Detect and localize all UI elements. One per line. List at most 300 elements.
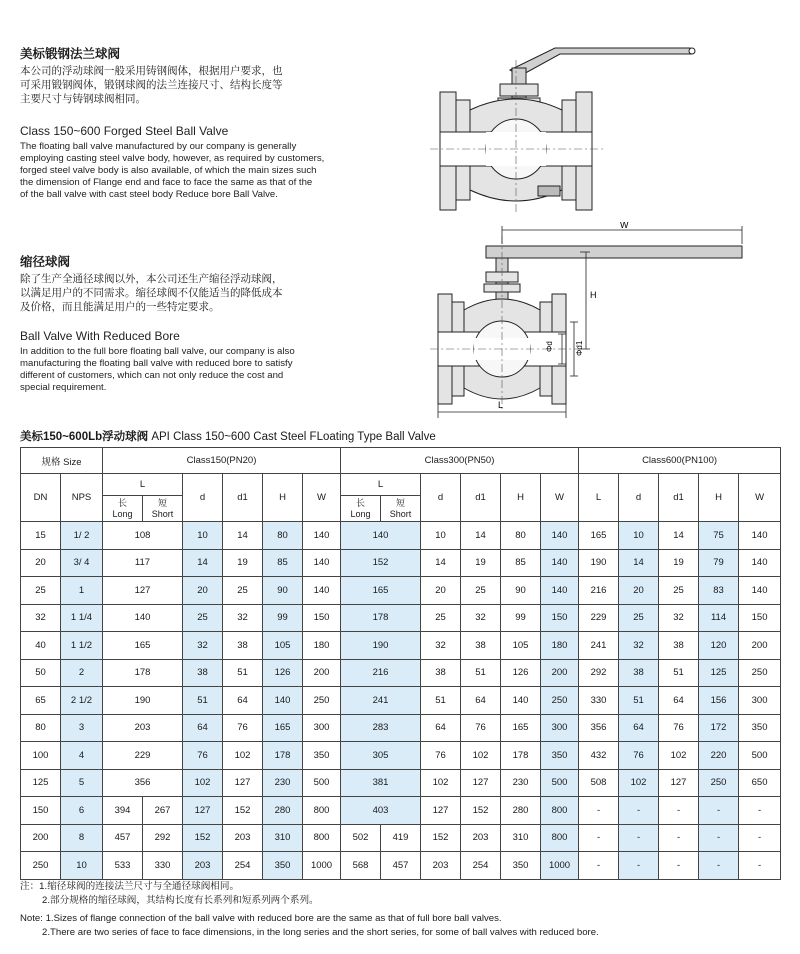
table-cell: 114 [699, 604, 739, 632]
header-h-300: H [501, 474, 541, 522]
section1-title-en: Class 150~600 Forged Steel Ball Valve [20, 124, 229, 138]
table-row [21, 659, 781, 687]
table-cell: 350 [501, 852, 541, 880]
table-cell: 190 [103, 687, 183, 715]
table-cell: 140 [541, 549, 579, 577]
table-cell: 150 [541, 604, 579, 632]
header-w-150: W [303, 474, 341, 522]
table-cell: 178 [341, 604, 421, 632]
table-cell: 14 [223, 522, 263, 550]
table-cell: 500 [541, 769, 579, 797]
table-cell: 178 [103, 659, 183, 687]
table-row [21, 769, 781, 797]
table-row [21, 824, 781, 852]
table-cell: 14 [659, 522, 699, 550]
table-cell: 140 [739, 522, 781, 550]
table-cell: 102 [461, 742, 501, 770]
header-h-150: H [263, 474, 303, 522]
header-l-600: L [579, 474, 619, 522]
section2-body-en-line: special requirement. [20, 382, 107, 393]
table-cell: 254 [223, 852, 263, 880]
table-cell: 126 [501, 659, 541, 687]
header-w-600: W [739, 474, 781, 522]
table-row [21, 604, 781, 632]
table-cell: 14 [421, 549, 461, 577]
table-cell: 76 [659, 714, 699, 742]
table-cell: 152 [421, 824, 461, 852]
table-cell: 203 [223, 824, 263, 852]
table-cell: 120 [699, 632, 739, 660]
section1-body-cn-line: 本公司的浮动球阀一般采用铸钢阀体，根据用户要求，也 [20, 65, 283, 77]
table-cell: 150 [21, 797, 61, 825]
table-cell: 203 [421, 852, 461, 880]
table-cell: 51 [461, 659, 501, 687]
table-cell: 350 [541, 742, 579, 770]
table-cell: 76 [461, 714, 501, 742]
table-cell: 83 [699, 577, 739, 605]
table-cell: 20 [421, 577, 461, 605]
table-cell: 230 [263, 769, 303, 797]
table-cell: 229 [103, 742, 183, 770]
table-cell: 19 [223, 549, 263, 577]
table-cell: 38 [183, 659, 223, 687]
table-cell: - [699, 852, 739, 880]
table-cell: 38 [461, 632, 501, 660]
table-cell: 32 [461, 604, 501, 632]
table-cell: 5 [61, 769, 103, 797]
header-h-600: H [699, 474, 739, 522]
section-forged-steel [20, 46, 350, 201]
table-cell: 300 [739, 687, 781, 715]
table-cell: 25 [461, 577, 501, 605]
table-cell: 127 [103, 577, 183, 605]
section1-body-en [20, 141, 350, 201]
table-cell: 178 [501, 742, 541, 770]
table-cell: 64 [421, 714, 461, 742]
table-cell: 140 [341, 522, 421, 550]
header-w-300: W [541, 474, 579, 522]
table-cell: 165 [263, 714, 303, 742]
table-cell: 1000 [303, 852, 341, 880]
table-row [21, 714, 781, 742]
header-l-300: L [341, 474, 421, 496]
table-cell: 457 [381, 852, 421, 880]
table-cell: 105 [263, 632, 303, 660]
header-long-150 [103, 496, 143, 522]
table-cell: 1/ 2 [61, 522, 103, 550]
table-cell: 51 [421, 687, 461, 715]
table-caption-cn: 美标150~600Lb浮动球阀 [20, 431, 149, 443]
table-cell: 32 [421, 632, 461, 660]
table-cell: 250 [739, 659, 781, 687]
table-cell: 356 [103, 769, 183, 797]
table-cell: 15 [21, 522, 61, 550]
table-cell: 102 [421, 769, 461, 797]
table-cell: 2 [61, 659, 103, 687]
short-cn: 短 [157, 497, 167, 508]
section1-body-cn-line: 可采用锻钢阀体，锻钢球阀的法兰连接尺寸、结构长度等 [20, 79, 283, 91]
section2-body-cn-line: 以满足用户的不同需求。缩径球阀不仅能适当的降低成本 [20, 287, 283, 299]
table-cell: 310 [263, 824, 303, 852]
section2-body-cn-line: 除了生产全通径球阀以外，本公司还生产缩径浮动球阀， [20, 273, 283, 285]
table-cell: 99 [263, 604, 303, 632]
table-cell: - [579, 852, 619, 880]
dim-label-l: L [498, 400, 504, 410]
table-cell: 102 [183, 769, 223, 797]
table-cell: 76 [223, 714, 263, 742]
header-d-300: d [421, 474, 461, 522]
table-cell: 127 [183, 797, 223, 825]
table-cell: 203 [461, 824, 501, 852]
table-cell: 10 [421, 522, 461, 550]
table-cell: 64 [659, 687, 699, 715]
table-cell: 102 [619, 769, 659, 797]
table-cell: 64 [461, 687, 501, 715]
short-en: Short [389, 508, 412, 519]
table-cell: 32 [659, 604, 699, 632]
header-class150: Class150(PN20) [103, 448, 341, 474]
table-cell: 568 [341, 852, 381, 880]
header-class600: Class600(PN100) [579, 448, 781, 474]
table-cell: 38 [659, 632, 699, 660]
table-cell: 79 [699, 549, 739, 577]
table-cell: 800 [541, 824, 579, 852]
table-cell: 190 [579, 549, 619, 577]
table-cell: 140 [303, 549, 341, 577]
table-cell: 165 [103, 632, 183, 660]
table-cell: 800 [303, 824, 341, 852]
table-cell: 1 [61, 577, 103, 605]
table-cell: 1 1/2 [61, 632, 103, 660]
table-cell: 19 [659, 549, 699, 577]
table-cell: 127 [659, 769, 699, 797]
section1-body-cn [20, 64, 350, 106]
table-cell: 10 [183, 522, 223, 550]
table-cell: 32 [183, 632, 223, 660]
table-row [21, 632, 781, 660]
table-cell: - [659, 797, 699, 825]
table-cell: 502 [341, 824, 381, 852]
table-cell: 300 [303, 714, 341, 742]
table-cell: 14 [461, 522, 501, 550]
table-cell: 25 [619, 604, 659, 632]
table-caption-en: API Class 150~600 Cast Steel FLoating Type Ball Valve [151, 431, 436, 443]
table-cell: 50 [21, 659, 61, 687]
short-en: Short [151, 508, 174, 519]
table-cell: 32 [223, 604, 263, 632]
section1-body-en-line: employing casting steel valve body, however, as required by customers, [20, 153, 325, 164]
table-cell: 117 [103, 549, 183, 577]
table-cell: 6 [61, 797, 103, 825]
table-cell: 127 [223, 769, 263, 797]
section2-title-cn: 缩径球阀 [20, 255, 71, 269]
table-cell: 280 [263, 797, 303, 825]
table-cell: 1000 [541, 852, 579, 880]
table-cell: 394 [103, 797, 143, 825]
table-cell: 99 [501, 604, 541, 632]
table-cell: 250 [541, 687, 579, 715]
table-cell: 330 [143, 852, 183, 880]
table-cell: 403 [341, 797, 421, 825]
table-cell: 90 [501, 577, 541, 605]
table-cell: 500 [739, 742, 781, 770]
table-cell: 310 [501, 824, 541, 852]
table-cell: 305 [341, 742, 421, 770]
table-cell: 51 [183, 687, 223, 715]
long-cn: 长 [117, 497, 127, 508]
table-cell: 125 [21, 769, 61, 797]
note-cn-2: 2.部分规格的缩径球阀，其结构长度有长系列和短系列两个系列。 [42, 895, 319, 906]
dim-label-h: H [590, 290, 597, 300]
table-cell: 381 [341, 769, 421, 797]
header-d1-300: d1 [461, 474, 501, 522]
table-cell: 508 [579, 769, 619, 797]
table-row [21, 797, 781, 825]
note-en-2: 2.There are two series of face to face dimensions, in the long series and the short series, for some of ball valves with reduced bore. [42, 927, 599, 938]
table-cell: 20 [21, 549, 61, 577]
table-cell: 140 [103, 604, 183, 632]
table-cell: 4 [61, 742, 103, 770]
table-cell: 80 [263, 522, 303, 550]
forged-valve-drawing [430, 40, 720, 215]
table-cell: 38 [421, 659, 461, 687]
table-cell: 20 [619, 577, 659, 605]
table-cell: 350 [303, 742, 341, 770]
long-cn: 长 [356, 497, 366, 508]
table-cell: 419 [381, 824, 421, 852]
table-cell: 216 [341, 659, 421, 687]
header-short-150 [143, 496, 183, 522]
table-cell: 250 [303, 687, 341, 715]
table-cell: 126 [263, 659, 303, 687]
table-cell: 3 [61, 714, 103, 742]
table-cell: 65 [21, 687, 61, 715]
table-cell: - [619, 824, 659, 852]
section2-body-en-line: different of customers, which can not only reduce the cost and [20, 370, 284, 381]
table-cell: 280 [501, 797, 541, 825]
table-cell: 230 [501, 769, 541, 797]
table-cell: 25 [223, 577, 263, 605]
table-cell: 76 [183, 742, 223, 770]
table-cell: 180 [303, 632, 341, 660]
note-cn-1: 注：1.缩径球阀的连接法兰尺寸与全通径球阀相同。 [20, 881, 240, 892]
table-cell: - [659, 824, 699, 852]
table-cell: 229 [579, 604, 619, 632]
table-cell: 105 [501, 632, 541, 660]
table-cell: 200 [541, 659, 579, 687]
table-cell: 76 [619, 742, 659, 770]
table-cell: 152 [183, 824, 223, 852]
table-cell: - [619, 852, 659, 880]
table-cell: 140 [303, 522, 341, 550]
table-cell: 350 [739, 714, 781, 742]
table-cell: 800 [541, 797, 579, 825]
table-cell: 283 [341, 714, 421, 742]
header-long-300 [341, 496, 381, 522]
table-cell: - [579, 824, 619, 852]
table-cell: 75 [699, 522, 739, 550]
table-cell: 80 [501, 522, 541, 550]
table-cell: 25 [659, 577, 699, 605]
table-cell: 100 [21, 742, 61, 770]
table-cell: 250 [21, 852, 61, 880]
header-size: 规格 Size [21, 448, 103, 474]
table-cell: 140 [739, 549, 781, 577]
table-cell: 8 [61, 824, 103, 852]
table-cell: 2 1/2 [61, 687, 103, 715]
table-cell: 90 [263, 577, 303, 605]
table-cell: 19 [461, 549, 501, 577]
table-cell: 178 [263, 742, 303, 770]
table-cell: 356 [579, 714, 619, 742]
short-cn: 短 [396, 497, 406, 508]
header-d1-600: d1 [659, 474, 699, 522]
table-cell: 10 [619, 522, 659, 550]
table-cell: 533 [103, 852, 143, 880]
table-cell: 432 [579, 742, 619, 770]
table-cell: 108 [103, 522, 183, 550]
table-cell: 150 [739, 604, 781, 632]
table-cell: 10 [61, 852, 103, 880]
header-nps: NPS [61, 474, 103, 522]
table-cell: 51 [223, 659, 263, 687]
table-cell: - [739, 852, 781, 880]
spec-table [20, 447, 781, 880]
table-cell: 76 [421, 742, 461, 770]
header-d1-150: d1 [223, 474, 263, 522]
table-cell: 150 [303, 604, 341, 632]
table-cell: 180 [541, 632, 579, 660]
table-cell: 102 [223, 742, 263, 770]
long-en: Long [112, 508, 133, 519]
section-reduced-bore [20, 254, 350, 394]
table-cell: 800 [303, 797, 341, 825]
table-cell: 3/ 4 [61, 549, 103, 577]
table-cell: 125 [699, 659, 739, 687]
spec-table-body [21, 522, 781, 880]
section1-body-cn-line: 主要尺寸与铸钢球阀相同。 [20, 93, 146, 105]
section2-body-en [20, 346, 350, 394]
table-cell: 216 [579, 577, 619, 605]
table-cell: 292 [143, 824, 183, 852]
table-cell: 127 [421, 797, 461, 825]
header-dn: DN [21, 474, 61, 522]
table-cell: 254 [461, 852, 501, 880]
table-cell: 203 [103, 714, 183, 742]
table-cell: 152 [461, 797, 501, 825]
table-row [21, 742, 781, 770]
note-en-1: Note: 1.Sizes of flange connection of the ball valve with reduced bore are the same as that of full bore ball valves. [20, 913, 502, 924]
section2-body-en-line: manufacturing the floating ball valve with reduced bore to satisfy [20, 358, 293, 369]
dim-label-d: Φd [545, 341, 554, 352]
table-cell: 140 [739, 577, 781, 605]
section2-body-en-line: In addition to the full bore floating ball valve, our company is also [20, 346, 295, 357]
header-short-300 [381, 496, 421, 522]
table-caption [20, 428, 436, 444]
table-row [21, 522, 781, 550]
table-cell: 330 [579, 687, 619, 715]
table-cell: 14 [619, 549, 659, 577]
table-cell: 300 [541, 714, 579, 742]
table-cell: - [579, 797, 619, 825]
table-cell: 152 [223, 797, 263, 825]
table-cell: 267 [143, 797, 183, 825]
table-cell: 85 [501, 549, 541, 577]
table-row [21, 852, 781, 880]
table-cell: 241 [341, 687, 421, 715]
table-cell: 241 [579, 632, 619, 660]
table-cell: 64 [223, 687, 263, 715]
table-cell: 140 [541, 577, 579, 605]
notes [20, 880, 599, 940]
table-cell: 190 [341, 632, 421, 660]
table-cell: 140 [501, 687, 541, 715]
table-cell: 220 [699, 742, 739, 770]
section2-title-en: Ball Valve With Reduced Bore [20, 329, 180, 343]
dim-label-d1: Φd1 [575, 340, 584, 356]
table-cell: 102 [659, 742, 699, 770]
header-l-150: L [103, 474, 183, 496]
table-cell: - [659, 852, 699, 880]
table-cell: 203 [183, 852, 223, 880]
table-cell: 200 [739, 632, 781, 660]
table-cell: 32 [21, 604, 61, 632]
table-cell: 650 [739, 769, 781, 797]
table-cell: 165 [579, 522, 619, 550]
table-cell: 85 [263, 549, 303, 577]
table-cell: - [699, 797, 739, 825]
long-en: Long [350, 508, 371, 519]
table-cell: 1 1/4 [61, 604, 103, 632]
table-row [21, 549, 781, 577]
table-cell: 152 [341, 549, 421, 577]
table-cell: 350 [263, 852, 303, 880]
table-cell: 14 [183, 549, 223, 577]
table-cell: - [619, 797, 659, 825]
table-cell: 156 [699, 687, 739, 715]
section1-body-en-line: The floating ball valve manufactured by our company is generally [20, 141, 297, 152]
table-cell: - [699, 824, 739, 852]
table-cell: 500 [303, 769, 341, 797]
table-cell: 51 [659, 659, 699, 687]
table-cell: 292 [579, 659, 619, 687]
table-cell: 172 [699, 714, 739, 742]
table-cell: 25 [21, 577, 61, 605]
table-cell: 200 [21, 824, 61, 852]
table-cell: 38 [223, 632, 263, 660]
table-cell: 64 [619, 714, 659, 742]
table-row [21, 687, 781, 715]
table-cell: 200 [303, 659, 341, 687]
table-cell: 165 [341, 577, 421, 605]
table-cell: - [739, 824, 781, 852]
table-cell: 51 [619, 687, 659, 715]
section1-body-en-line: of the ball valve with cast steel body Reduce bore Ball Valve. [20, 189, 278, 200]
table-row [21, 577, 781, 605]
table-cell: 250 [699, 769, 739, 797]
table-cell: 140 [541, 522, 579, 550]
table-cell: 140 [303, 577, 341, 605]
section1-title-cn: 美标锻钢法兰球阀 [20, 47, 121, 61]
section1-body-en-line: forged steel valve body is also available, of which the main sizes such [20, 165, 317, 176]
table-cell: 165 [501, 714, 541, 742]
table-cell: 20 [183, 577, 223, 605]
section1-body-en-line: the dimension of Flange end and face to face the same as that of the [20, 177, 313, 188]
table-cell: 80 [21, 714, 61, 742]
section2-body-cn-line: 及价格，而且能满足用户的一些特定要求。 [20, 301, 220, 313]
table-cell: 457 [103, 824, 143, 852]
header-class300: Class300(PN50) [341, 448, 579, 474]
